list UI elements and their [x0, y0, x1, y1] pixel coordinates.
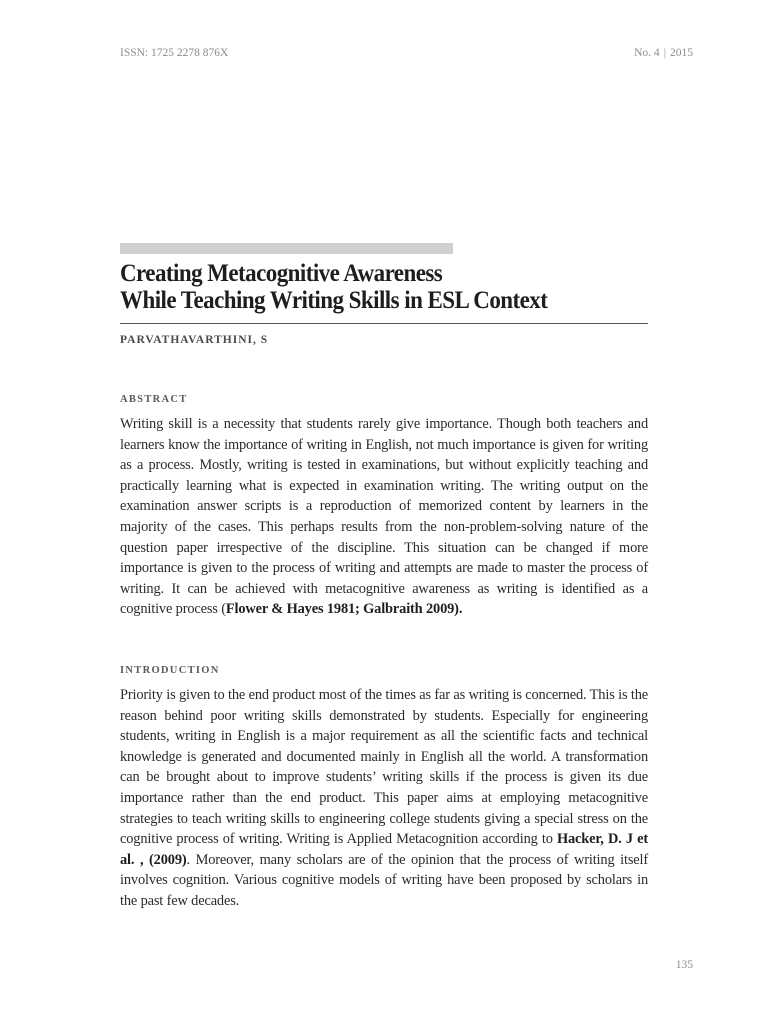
- introduction-citation: Hacker, D. J et al. , (2009): [120, 831, 648, 868]
- abstract-citation: Flower & Hayes 1981; Galbraith 2009: [225, 601, 455, 618]
- page-number: 135: [675, 959, 693, 971]
- title-line-2: While Teaching Writing Skills in ESL Context: [120, 287, 548, 314]
- running-header: [120, 47, 693, 59]
- abstract-heading: ABSTRACT: [120, 394, 188, 405]
- header-separator: |: [663, 47, 666, 59]
- title-divider: [120, 323, 648, 324]
- introduction-text: [120, 685, 648, 912]
- issn-label: ISSN: 1725 2278 876X: [120, 47, 229, 59]
- introduction-body: Priority is given to the end product most of the times as far as writing is concerned. This is the reason behind poor writing skills demonstrated by students. Especially for engineering students, writing in English is a major requirement as all the scientific facts and technical knowledge is generated and documented mainly in English all the world. A transformation can be brought about to improve students’ writing skills if the process is given its due importance rather than the end product. This paper aims at employing metacognitive strategies to teach writing skills to engineering college students giving a special stress on the cognitive process of writing. Writing is Applied Metacognition according to: [120, 687, 648, 848]
- abstract-text: [120, 414, 648, 620]
- issue-year-label: [634, 47, 693, 59]
- article-title: [120, 260, 617, 314]
- introduction-heading: INTRODUCTION: [120, 665, 220, 676]
- issue-number: No. 4: [634, 47, 660, 59]
- title-accent-bar: [120, 243, 453, 254]
- issue-year: 2015: [670, 47, 693, 59]
- title-line-1: Creating Metacognitive Awareness: [120, 260, 443, 287]
- abstract-body: Writing skill is a necessity that students rarely give importance. Though both teachers and learners know the importance of writing in English, not much importance is given for writing as a process. Mostly, writing is tested in examinations, but without explicitly teaching and practically learning what is expected in examination writing. The writing output on the examination answer scripts is a reproduction of memorized content by learners in the majority of the cases. This perhaps results from the non-problem-solving nature of the question paper irrespective of the discipline. This situation can be changed if more importance is given to the process of writing and attempts are made to master the process of writing. It can be achieved with metacognitive awareness as writing is identified as a cognitive process (: [120, 416, 648, 618]
- abstract-end: ).: [454, 601, 463, 618]
- introduction-end: . Moreover, many scholars are of the opinion that the process of writing itself involves cognition. Various cognitive models of writing have been proposed by scholars in the past few decades.: [120, 851, 648, 909]
- author-name: PARVATHAVARTHINI, S: [120, 334, 269, 346]
